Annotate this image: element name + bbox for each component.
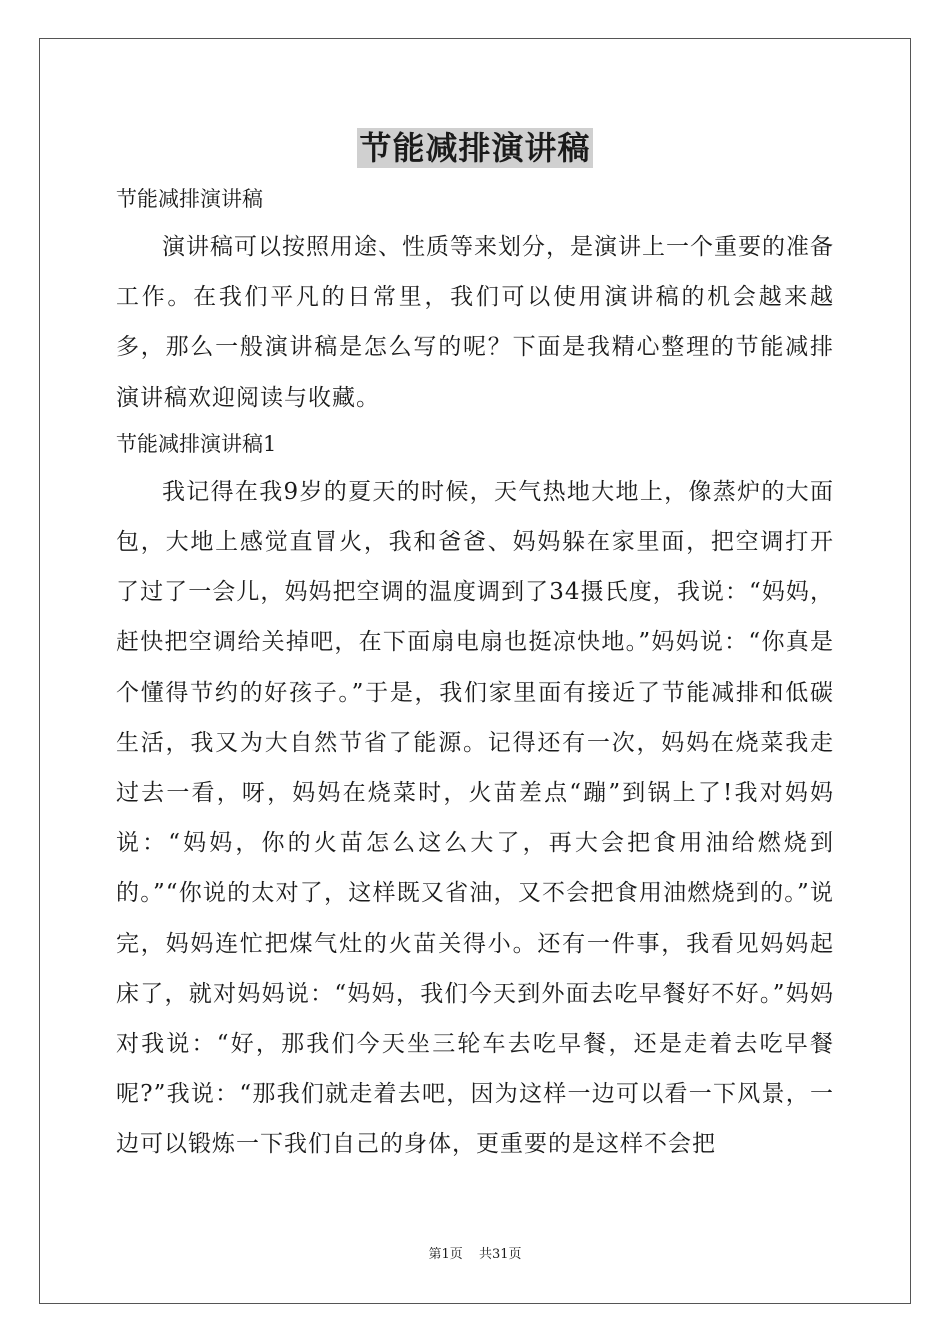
- document-body: [116, 180, 834, 1170]
- page-number: 第1页: [428, 1247, 463, 1262]
- intro-paragraph: 演讲稿可以按照用途、性质等来划分，是演讲上一个重要的准备工作。在我们平凡的日常里，我们可以使用演讲稿的机会越来越多，那么一般演讲稿是怎么写的呢？下面是我精心整理的节能减排演讲稿欢迎阅读与收藏。: [116, 234, 834, 411]
- page-footer: [0, 1246, 950, 1264]
- section-heading: 节能减排演讲稿1: [116, 431, 277, 456]
- document-title: 节能减排演讲稿: [359, 129, 591, 167]
- section-paragraph: 我记得在我9岁的夏天的时候，天气热地大地上，像蒸炉的大面包，大地上感觉直冒火，我和爸爸、妈妈躲在家里面，把空调打开了过了一会儿，妈妈把空调的温度调到了34摄氏度，我说：“妈妈，赶快把空调给关掉吧，在下面扇电扇也挺凉快地。”妈妈说：“你真是个懂得节约的好孩子。”于是，我们家里面有接近了节能减排和低碳生活，我又为大自然节省了能源。记得还有一次，妈妈在烧菜我走过去一看，呀，妈妈在烧菜时，火苗差点“蹦”到锅上了!我对妈妈说：“妈妈，你的火苗怎么这么大了，再大会把食用油给燃烧到的。”“你说的太对了，这样既又省油，又不会把食用油燃烧到的。”说完，妈妈连忙把煤气灶的火苗关得小。还有一件事，我看见妈妈起床了，就对妈妈说：“妈妈，我们今天到外面去吃早餐好不好。”妈妈对我说：“好，那我们今天坐三轮车去吃早餐，还是走着去吃早餐呢?”我说：“那我们就走着去吧，因为这样一边可以看一下风景，一边可以锻炼一下我们自己的身体，更重要的是这样不会把: [116, 478, 834, 1158]
- title-container: [0, 128, 950, 168]
- document-subtitle: 节能减排演讲稿: [116, 187, 263, 211]
- page-total: 共31页: [478, 1247, 522, 1262]
